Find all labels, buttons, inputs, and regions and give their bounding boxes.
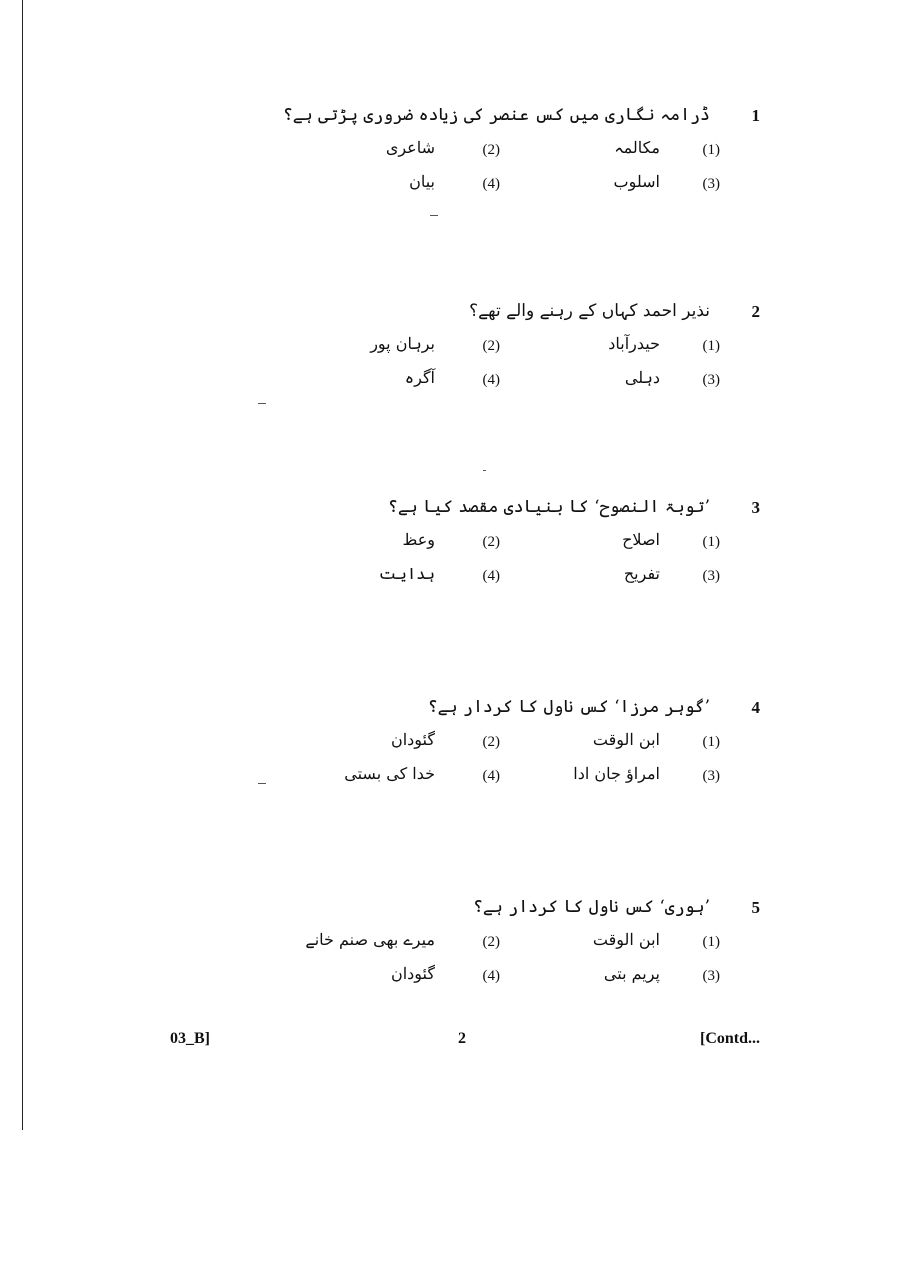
left-margin-line: [22, 0, 23, 1130]
option-text: گئودان: [390, 964, 435, 983]
option-number: (1): [702, 934, 720, 950]
option-text: گئودان: [390, 730, 435, 749]
question-number: 1: [751, 106, 760, 125]
option-text: دہلی: [624, 368, 660, 387]
question-5: [300, 896, 760, 998]
option-text: ابن الوقت: [592, 730, 660, 749]
option-number: (2): [482, 142, 500, 158]
options-row: [300, 730, 760, 764]
question-number: 3: [751, 498, 760, 517]
question-header: [300, 696, 760, 730]
options-row: [300, 764, 760, 798]
scan-speck: [258, 783, 266, 784]
option-text: بیان: [409, 172, 435, 191]
option-number: (4): [482, 372, 500, 388]
page-number: 2: [458, 1030, 466, 1047]
option-text: میرے بھی صنم خانے: [305, 930, 435, 949]
question-header: [282, 104, 760, 138]
options-row: [300, 964, 760, 998]
options-row: [300, 334, 760, 368]
question-2: [300, 300, 760, 402]
option-number: (4): [482, 568, 500, 584]
question-1: [282, 104, 760, 206]
question-text: نذیر احمد کہاں کے رہنے والے تھے؟: [469, 301, 710, 321]
option-number: (3): [702, 768, 720, 784]
continued-label: [Contd...: [699, 1030, 760, 1047]
option-text: آگرہ: [404, 368, 435, 387]
option-text: امراؤ جان ادا: [573, 764, 660, 783]
option-number: (2): [482, 734, 500, 750]
question-header: [300, 896, 760, 930]
question-text: ڈرامہ نگاری میں کس عنصر کی زیادہ ضروری پڑتی ہے؟: [282, 105, 710, 125]
option-text: ہدایت: [378, 564, 435, 583]
option-text: وعظ: [402, 530, 435, 549]
question-header: [300, 496, 760, 530]
options-row: [300, 172, 760, 206]
question-number: 4: [751, 698, 760, 717]
option-text: حیدرآباد: [608, 334, 660, 353]
option-number: (4): [482, 768, 500, 784]
options-row: [300, 564, 760, 598]
question-4: [300, 696, 760, 798]
option-number: (4): [482, 968, 500, 984]
option-text: شاعری: [385, 138, 435, 157]
question-text: ’ہوری‘ کس ناول کا کردار ہے؟: [472, 897, 710, 917]
option-text: پریم بتی: [603, 964, 660, 983]
option-number: (2): [482, 934, 500, 950]
option-number: (3): [702, 176, 720, 192]
question-header: [300, 300, 760, 334]
option-number: (1): [702, 142, 720, 158]
question-text: ’توبۃ النصوح‘ کا بنیادی مقصد کیا ہے؟: [387, 497, 710, 517]
option-number: (3): [702, 968, 720, 984]
options-row: [300, 930, 760, 964]
scan-speck: [430, 215, 438, 216]
option-number: (3): [702, 372, 720, 388]
options-row: [300, 530, 760, 564]
question-3: [300, 496, 760, 598]
question-number: 2: [751, 302, 760, 321]
option-text: تفریح: [623, 564, 660, 583]
scan-speck: [258, 403, 266, 404]
question-text: ’گوہر مرزا‘ کس ناول کا کردار ہے؟: [427, 697, 710, 717]
option-number: (1): [702, 734, 720, 750]
option-text: ابن الوقت: [592, 930, 660, 949]
question-number: 5: [751, 898, 760, 917]
option-number: (1): [702, 338, 720, 354]
option-number: (2): [482, 338, 500, 354]
option-text: مکالمہ: [614, 138, 660, 157]
option-text: خدا کی بستی: [344, 764, 435, 783]
option-text: اسلوب: [613, 172, 660, 191]
option-number: (3): [702, 568, 720, 584]
options-row: [300, 138, 760, 172]
paper-code: 03_B]: [170, 1030, 210, 1047]
option-text: اصلاح: [622, 530, 660, 549]
option-number: (2): [482, 534, 500, 550]
page-footer: [170, 1030, 760, 1054]
options-row: [300, 368, 760, 402]
option-text: برہان پور: [370, 334, 435, 353]
option-number: (1): [702, 534, 720, 550]
option-number: (4): [482, 176, 500, 192]
scan-speck: [483, 470, 486, 471]
